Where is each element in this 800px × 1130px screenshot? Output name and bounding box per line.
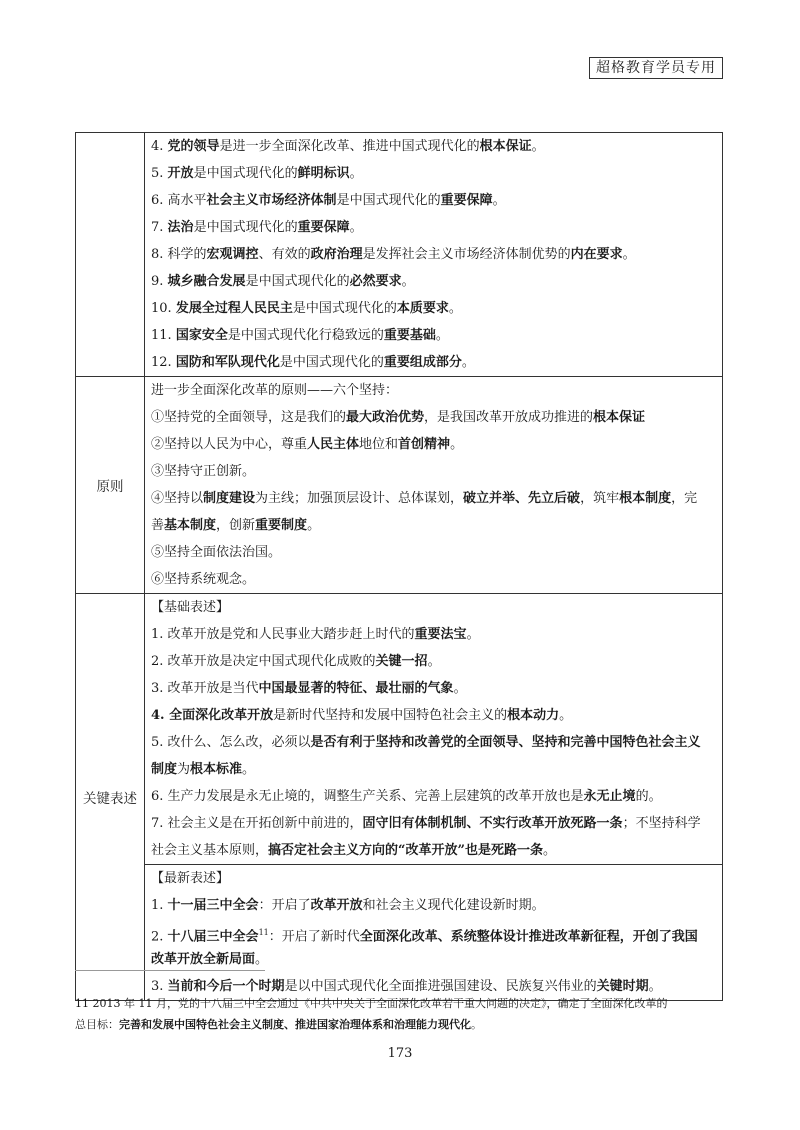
text: 是中国式现代化的: [279, 355, 384, 370]
text: 。: [492, 193, 506, 208]
footnote-bold-text: 完善和发展中国特色社会主义制度、推进国家治理体系和治理能力现代化: [119, 1018, 471, 1031]
footnote: [75, 993, 725, 1035]
text: ：开启了新时代: [268, 929, 360, 945]
bold-text: 开放: [167, 166, 194, 181]
text: 。: [648, 979, 662, 994]
content-line: [151, 322, 716, 349]
bold-text: 宏观调控: [206, 247, 259, 262]
text: 。: [435, 328, 449, 343]
bold-text: 发展全过程人民民主: [175, 301, 293, 316]
bold-text: 重要保障: [440, 193, 493, 208]
content-line: [151, 756, 716, 783]
bold-text: 根本保证: [593, 410, 646, 425]
text: 。: [531, 139, 545, 154]
text: 是进一步全面深化改革、推进中国式现代化的: [219, 139, 480, 154]
bold-text: 党的领导: [167, 139, 220, 154]
text: 3.: [151, 979, 168, 994]
text: 。: [466, 627, 480, 642]
table-row: [76, 377, 723, 594]
content-line: [151, 621, 716, 648]
text: 3. 改革开放是当代: [151, 681, 259, 696]
content-line: [151, 214, 716, 241]
content-line: [151, 837, 716, 864]
bold-text: 关键时期: [596, 979, 649, 994]
text: 2.: [151, 929, 168, 945]
text: 。: [450, 437, 464, 452]
content-line: [151, 160, 716, 187]
row-content: [145, 377, 723, 594]
text: 是中国式现代化的: [193, 166, 298, 181]
text: 9.: [151, 274, 168, 289]
text: ；不坚持科学: [622, 816, 701, 831]
table-row: [76, 594, 723, 865]
content-line: [151, 892, 716, 919]
table-row: [76, 133, 723, 377]
content-line: [151, 729, 716, 756]
bold-text: 人民主体: [307, 437, 360, 452]
footnote-text: 总目标：: [75, 1018, 119, 1031]
footnote-line: [75, 1014, 725, 1035]
bold-text: 十八届三中全会: [167, 929, 259, 945]
row-content: [145, 133, 723, 377]
text: ，是我国改革开放成功推进的: [424, 410, 594, 425]
content-line: [151, 349, 716, 376]
bold-text: 政府治理: [310, 247, 363, 262]
bold-text: 永无止境: [583, 789, 636, 804]
content-line: [151, 431, 716, 458]
text: ，创新: [216, 518, 256, 533]
bold-text: 搞否定社会主义方向的“改革开放”也是死路一条: [268, 843, 543, 858]
row-content: [145, 865, 723, 1001]
text: 。: [242, 762, 256, 777]
text: ②坚持以人民为中心，尊重: [151, 437, 308, 452]
text: 1. 改革开放是党和人民事业大踏步赶上时代的: [151, 627, 415, 642]
text: 10.: [151, 301, 176, 316]
content-line: [151, 648, 716, 675]
bold-text: 制度: [151, 762, 178, 777]
text: ④坚持以: [151, 491, 204, 506]
text: 5. 改什么、怎么改，必须以: [151, 735, 311, 750]
text: 。: [461, 355, 475, 370]
bold-text: 改革开放全新局面: [151, 952, 256, 967]
content-line: [151, 810, 716, 837]
text: 12.: [151, 355, 176, 370]
text: 是中国式现代化的: [245, 274, 350, 289]
footnote-rule: [75, 970, 265, 971]
bold-text: 重要制度: [255, 518, 308, 533]
text: 为主线；加强顶层设计、总体谋划，: [255, 491, 464, 506]
text: 为: [177, 762, 191, 777]
text: 和社会主义现代化建设新时期。: [362, 898, 545, 913]
text: 。: [453, 681, 467, 696]
text: 是中国式现代化的: [292, 301, 397, 316]
bold-text: 城乡融合发展: [167, 274, 246, 289]
content-line: [151, 865, 716, 892]
row-content: [145, 594, 723, 865]
content-line: [151, 594, 716, 621]
bold-text: 根本动力: [507, 708, 560, 723]
text: 6. 生产力发展是永无止境的，调整生产关系、完善上层建筑的改革开放也是: [151, 789, 584, 804]
text: 1.: [151, 898, 168, 913]
text: 社会主义基本原则，: [151, 843, 269, 858]
footnote-ref[interactable]: 11: [258, 928, 269, 937]
text: 是发挥社会主义市场经济体制优势的: [362, 247, 571, 262]
content-line: [151, 241, 716, 268]
text: 是中国式现代化行稳致远的: [227, 328, 384, 343]
content-line: [151, 946, 716, 973]
content-line: [151, 377, 716, 404]
text: 【基础表述】: [151, 600, 230, 615]
bold-text: 法治: [167, 220, 194, 235]
table-row: [76, 865, 723, 1001]
bold-text: 破立并举、先立后破: [463, 491, 581, 506]
bold-text: 重要保障: [297, 220, 350, 235]
content-line: [151, 702, 716, 729]
bold-text: 社会主义市场经济体制: [206, 193, 337, 208]
footnote-text: 。: [471, 1018, 482, 1031]
text: 【最新表述】: [151, 871, 230, 886]
bold-text: 必然要求: [349, 274, 402, 289]
text: 。: [349, 220, 363, 235]
bold-text: 4. 全面深化改革开放: [151, 708, 274, 723]
text: 是以中国式现代化全面推进强国建设、民族复兴伟业的: [284, 979, 597, 994]
watermark-stamp: 超格教育学员专用: [589, 57, 723, 79]
bold-text: 根本保证: [479, 139, 532, 154]
text: 。: [427, 654, 441, 669]
text: 。: [622, 247, 636, 262]
text: ③坚持守正创新。: [151, 464, 256, 479]
content-line: [151, 268, 716, 295]
content-table: [75, 132, 723, 1001]
text: ：开启了: [258, 898, 311, 913]
bold-text: 制度建设: [203, 491, 256, 506]
text: 。: [255, 952, 269, 967]
bold-text: 关键一招: [375, 654, 428, 669]
content-line: [151, 566, 716, 593]
bold-text: 十一届三中全会: [167, 898, 259, 913]
bold-text: 首创精神: [398, 437, 451, 452]
content-line: [151, 295, 716, 322]
page-number: 173: [387, 1046, 413, 1061]
text: 7. 社会主义是在开拓创新中前进的，: [151, 816, 363, 831]
content-line: [151, 675, 716, 702]
text: ⑤坚持全面依法治国。: [151, 545, 282, 560]
bold-text: 改革开放: [310, 898, 363, 913]
text: 。: [401, 274, 415, 289]
text: 7.: [151, 220, 168, 235]
content-line: [151, 539, 716, 566]
text: 。: [559, 708, 573, 723]
text: 是新时代坚持和发展中国特色社会主义的: [273, 708, 508, 723]
bold-text: 重要基础: [383, 328, 436, 343]
content-line: [151, 133, 716, 160]
bold-text: 根本制度: [619, 491, 672, 506]
text: 。: [307, 518, 321, 533]
text: ①坚持党的全面领导，这是我们的: [151, 410, 347, 425]
bold-text: 鲜明标识: [297, 166, 350, 181]
bold-text: 根本标准: [190, 762, 243, 777]
bold-text: 基本制度: [164, 518, 217, 533]
content-line: [151, 187, 716, 214]
bold-text: 最大政治优势: [346, 410, 425, 425]
bold-text: 重要法宝: [414, 627, 467, 642]
text: 的。: [635, 789, 662, 804]
bold-text: 国防和军队现代化: [175, 355, 280, 370]
text: 。: [448, 301, 462, 316]
text: ⑥坚持系统观念。: [151, 572, 256, 587]
text: 、有效的: [258, 247, 311, 262]
content-line: [151, 783, 716, 810]
bold-text: 当前和今后一个时期: [167, 979, 285, 994]
text: 善: [151, 518, 165, 533]
bold-text: 重要组成部分: [383, 355, 462, 370]
text: ，完: [671, 491, 698, 506]
text: 进一步全面深化改革的原则——六个坚持：: [151, 383, 399, 398]
text: 11.: [151, 328, 176, 343]
text: 4.: [151, 139, 168, 154]
text: 。: [349, 166, 363, 181]
text: 6. 高水平: [151, 193, 207, 208]
content-line: [151, 512, 716, 539]
content-line: [151, 485, 716, 512]
bold-text: 固守旧有体制机制、不实行改革开放死路一条: [362, 816, 623, 831]
bold-text: 内在要求: [570, 247, 623, 262]
text: 。: [542, 843, 556, 858]
row-category: [76, 133, 145, 377]
text: 是中国式现代化的: [336, 193, 441, 208]
text: 是中国式现代化的: [193, 220, 298, 235]
content-line: [151, 404, 716, 431]
text: 5.: [151, 166, 168, 181]
bold-text: 全面深化改革、系统整体设计推进改革新征程，开创了我国: [359, 929, 698, 945]
text: 2. 改革开放是决定中国式现代化成败的: [151, 654, 376, 669]
bold-text: 是否有利于坚持和改善党的全面领导、坚持和完善中国特色社会主义: [310, 735, 701, 750]
bold-text: 本质要求: [396, 301, 449, 316]
footnote-line: 11 2013 年 11 月，党的十八届三中全会通过《中共中央关于全面深化改革若干重大问题的决定》，确定了全面深化改革的: [75, 997, 668, 1010]
bold-text: 中国最显著的特征、最壮丽的气象: [258, 681, 454, 696]
content-line: [151, 919, 716, 946]
bold-text: 国家安全: [175, 328, 228, 343]
text: 地位和: [359, 437, 399, 452]
text: 8. 科学的: [151, 247, 207, 262]
text: ，筑牢: [580, 491, 620, 506]
row-category: 关键表述: [76, 594, 145, 1001]
row-category: 原则: [76, 377, 145, 594]
content-line: [151, 458, 716, 485]
